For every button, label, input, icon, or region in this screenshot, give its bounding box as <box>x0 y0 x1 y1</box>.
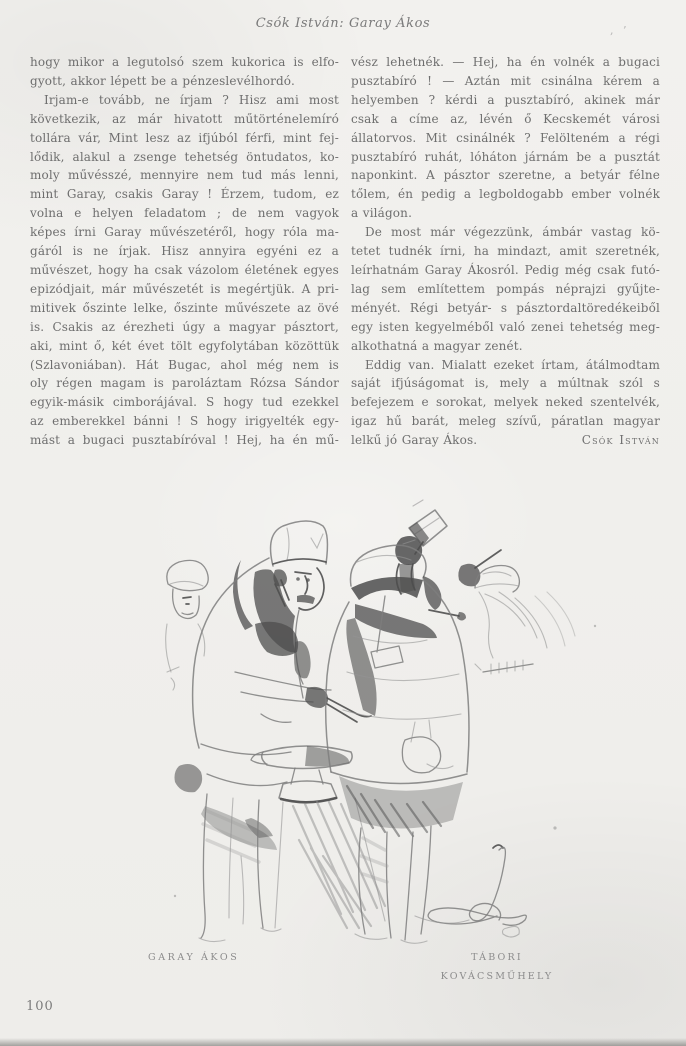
text-line: tőlem, én pedig a legboldogabb ember volnék <box>351 187 660 202</box>
text-line: vész lehetnék. — Hej, ha én volnék a bugaci <box>351 55 660 69</box>
text-line: helyemben ? kérdi a pusztabíró, akinek már <box>351 92 660 107</box>
text-line: állatorvos. Mit csinálnék ? Felölteném a régi <box>351 130 660 145</box>
text-line: saját ifjúságomat is, mely a múltnak szól s <box>351 376 660 391</box>
text-line: hogy mikor a legutolsó szem kukorica is elfo- <box>30 55 339 69</box>
figure-caption-artist: GARAY ÁKOS <box>148 952 240 963</box>
text-line: igaz hű barát, meleg szívű, páratlan magyar <box>351 414 660 429</box>
figure-caption-title-line2: KOVÁCSMŰHELY <box>440 971 554 982</box>
sketch-smith-hammer <box>326 500 469 943</box>
text-line: epizódjait, már művészetét is megértjük. A pri- <box>30 281 339 296</box>
text-line: alkothatná a magyar zenét. <box>351 338 523 353</box>
text-line: mint Garay, csakis Garay ! Érzem, tudom, ez <box>30 187 339 202</box>
illustration-field-smithy-sketch <box>55 476 630 946</box>
text-line: gáról is ne írjak. Hisz annyira egyéni ez a <box>30 244 339 259</box>
text-line: leírhatnám Garay Ákosról. Pedig még csak futó- <box>351 262 660 277</box>
text-line: tetet tudnék írni, ha mindazt, amit szeretnék, <box>351 244 660 259</box>
text-line: pusztabíró ruhát, lóháton járnám be a pusztát <box>351 149 660 164</box>
text-line: lag sem említettem pompás néprajzi gyűjte- <box>351 281 660 296</box>
right-column <box>351 53 660 450</box>
text-line: befejezem e sorokat, melyek neked szentelvék, <box>351 395 660 410</box>
text-line: pusztabíró ! — Aztán mit csinálna kérem a <box>351 73 660 88</box>
text-line: tollára vár, Mint lesz az ifjúból férfi, mint fej- <box>30 130 339 145</box>
figure-caption-title-line1: TÁBORI <box>471 952 523 963</box>
text-line: Irjam-e tovább, ne írjam ? Hisz ami most <box>44 92 339 107</box>
text-line: a világon. <box>351 206 413 221</box>
text-line: ményét. Régi betyár- s pásztordaltöredékeiből <box>351 300 660 315</box>
left-column <box>30 53 339 450</box>
text-line: képes írni Garay művészetéről, hogy róla ma- <box>30 225 339 240</box>
text-line: aki, mint ő, két évet tölt egyfolytában közöttük <box>30 338 339 353</box>
page-number: 100 <box>26 999 54 1014</box>
text-line: művészet, hogy ha csak vázolom életének egyes <box>30 262 339 277</box>
text-line: naponkint. A pásztor szeretne, a betyár félne <box>351 168 660 183</box>
text-line: mást a bugaci pusztabíróval ! Hej, ha én mű- <box>30 433 339 448</box>
figure-caption-title <box>427 948 567 986</box>
text-line: mitivek őszinte lelke, őszinte művészete az övé <box>30 300 339 315</box>
text-line: oly régen magam is paroláztam Rózsa Sándor <box>30 376 339 391</box>
text-line: Eddig van. Mialatt ezeket írtam, átálmodtam <box>365 357 660 372</box>
sketch-smith-left <box>175 521 372 942</box>
scan-bottom-edge <box>0 1038 686 1046</box>
text-line: volna e helyen feladatom ; de nem vagyok <box>30 206 339 221</box>
text-line: is. Csakis az érezheti úgy a magyar pásztort, <box>30 319 339 334</box>
text-line: következik, az már hivatott műtörténelemíró <box>30 111 339 126</box>
text-line: lődik, alakul a zsenge tehetség öntudatos, ko- <box>30 149 339 164</box>
scan-artifact: , ’ <box>610 24 630 37</box>
closing-line: lelkű jó Garay Ákos. <box>351 433 478 448</box>
text-line: egy isten kegyelméből való zenei tehetség meg- <box>351 319 660 334</box>
text-line: az emberekkel bánni ! S hogy irigyelték egy- <box>30 414 339 429</box>
sketch-anvil <box>251 746 385 928</box>
text-line: csak a címe az, lévén ő Kecskemét városi <box>351 111 660 126</box>
text-line: gyott, akkor lépett be a pénzeslevélhordó. <box>30 73 295 88</box>
author-signature: Csók István <box>581 433 660 448</box>
text-line <box>351 431 660 450</box>
page-header: Csók István: Garay Ákos <box>255 16 431 31</box>
sketch-signature-squiggle <box>415 845 526 937</box>
text-line: (Szlavoniában). Hát Bugac, ahol még nem is <box>30 357 339 372</box>
text-line: De most már végezzünk, ámbár vastag kö- <box>365 225 660 240</box>
text-line: egyik-másik cimborájával. S hogy tud ezekkel <box>30 395 339 410</box>
sketch-bystander-left <box>166 560 209 690</box>
sketch-bystander-right <box>458 550 575 674</box>
text-line: moly művésszé, mennyire nem tud más lenni, <box>30 168 339 183</box>
